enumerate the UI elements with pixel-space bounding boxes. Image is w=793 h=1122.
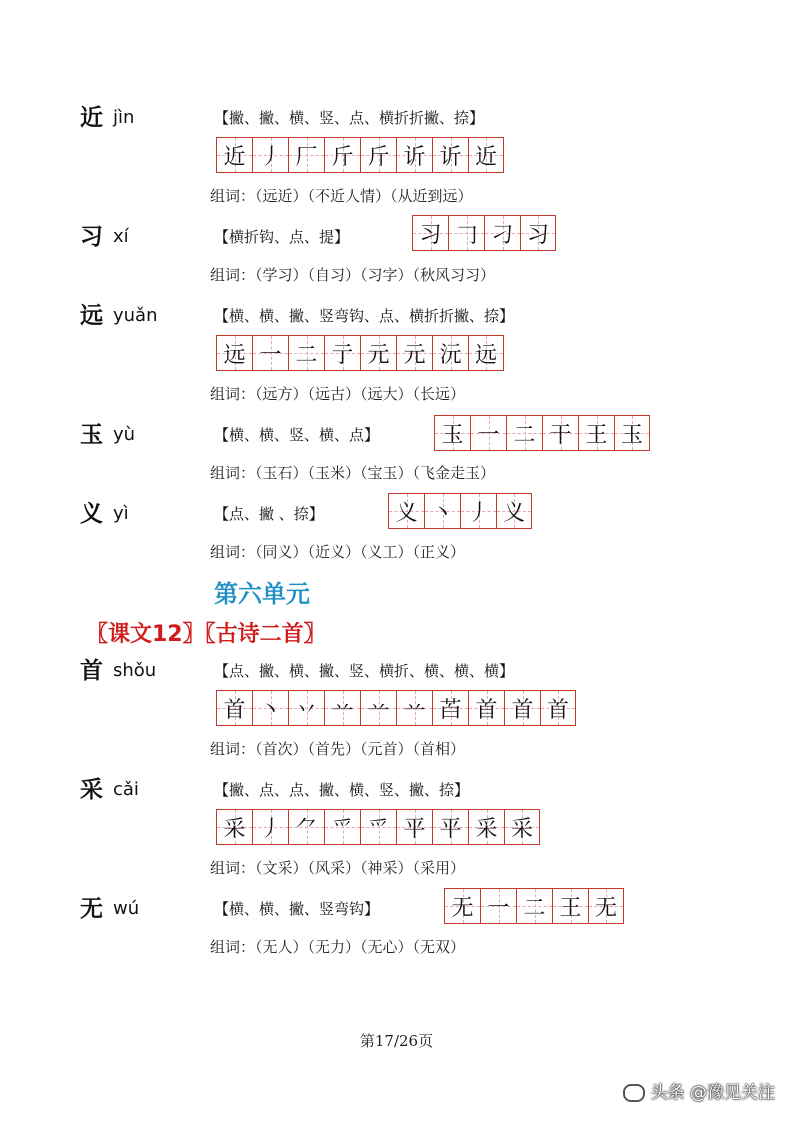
entry-char: 采 — [80, 776, 103, 803]
stroke-order: 【横、横、撇、竖弯钩、点、横折折撇、捺】 — [214, 307, 515, 325]
stroke-grid — [216, 137, 504, 173]
grid-cell: 玉 — [434, 415, 470, 451]
grid-cell: 二 — [516, 888, 552, 924]
stroke-order: 【点、撇 、捺】 — [214, 505, 324, 523]
entry-char: 首 — [80, 657, 103, 684]
entry-pinyin: yù — [113, 424, 136, 445]
entry-pinyin: shǒu — [113, 660, 157, 681]
grid-cell: 义 — [496, 493, 532, 529]
grid-cell: 爫 — [360, 809, 396, 845]
stroke-grid — [216, 809, 540, 845]
word-examples: 组词：（学习）（自习）（习字）（秋风习习） — [210, 266, 496, 284]
grid-cell: 䜣 — [432, 137, 468, 173]
grid-cell: 𠃌 — [448, 215, 484, 251]
entry-char: 义 — [80, 500, 103, 527]
grid-cell: 䒑 — [396, 690, 432, 726]
stroke-grid — [216, 690, 576, 726]
grid-cell: 二 — [506, 415, 542, 451]
grid-cell: 丷 — [288, 690, 324, 726]
grid-cell: 近 — [216, 137, 252, 173]
grid-cell: 干 — [542, 415, 578, 451]
grid-cell: 厂 — [288, 137, 324, 173]
grid-cell: 无 — [588, 888, 624, 924]
stroke-grid — [444, 888, 624, 924]
grid-cell: 首 — [216, 690, 252, 726]
grid-cell: 苩 — [432, 690, 468, 726]
entry-pinyin: wú — [113, 898, 140, 919]
grid-cell: 刁 — [484, 215, 520, 251]
grid-cell: 远 — [216, 335, 252, 371]
grid-cell: 玉 — [614, 415, 650, 451]
grid-cell: 丶 — [424, 493, 460, 529]
grid-cell: 首 — [504, 690, 540, 726]
word-examples: 组词：（远方）（远古）（远大）（长远） — [210, 385, 466, 403]
grid-cell: 义 — [388, 493, 424, 529]
lesson-title: 〖课文12〗〖古诗二首〗 — [86, 622, 326, 647]
word-examples: 组词：（无人）（无力）（无心）（无双） — [210, 938, 466, 956]
grid-cell: 习 — [412, 215, 448, 251]
grid-cell: 采 — [468, 809, 504, 845]
entry-char: 近 — [80, 104, 103, 131]
entry-char: 习 — [80, 223, 103, 250]
grid-cell: 采 — [504, 809, 540, 845]
entry-char: 玉 — [80, 421, 103, 448]
grid-cell: 一 — [252, 335, 288, 371]
word-examples: 组词：（同义）（近义）（义工）（正义） — [210, 543, 466, 561]
grid-cell: 沅 — [432, 335, 468, 371]
toutiao-logo-icon — [623, 1084, 645, 1102]
entry-pinyin: cǎi — [113, 779, 139, 800]
watermark — [623, 1078, 775, 1103]
grid-cell: 二 — [288, 335, 324, 371]
stroke-order: 【撇、点、点、撇、横、竖、撇、捺】 — [214, 781, 470, 799]
grid-cell: 无 — [444, 888, 480, 924]
word-examples: 组词：（玉石）（玉米）（宝玉）（飞金走玉） — [210, 464, 496, 482]
entry-pinyin: jìn — [113, 107, 135, 128]
grid-cell: 采 — [216, 809, 252, 845]
stroke-order: 【撇、撇、横、竖、点、横折折撇、捺】 — [214, 109, 485, 127]
stroke-grid — [412, 215, 556, 251]
grid-cell: 近 — [468, 137, 504, 173]
grid-cell: ⺈ — [288, 809, 324, 845]
grid-cell: 首 — [468, 690, 504, 726]
grid-cell: 王 — [578, 415, 614, 451]
grid-cell: 王 — [552, 888, 588, 924]
word-examples: 组词：（远近）（不近人情）（从近到远） — [210, 187, 473, 205]
grid-cell: 斤 — [324, 137, 360, 173]
word-examples: 组词：（文采）（风采）（神采）（采用） — [210, 859, 466, 877]
grid-cell: 一 — [480, 888, 516, 924]
entry-pinyin: yì — [113, 503, 129, 524]
grid-cell: 平 — [396, 809, 432, 845]
stroke-grid — [388, 493, 532, 529]
grid-cell: 元 — [396, 335, 432, 371]
entry-pinyin: xí — [113, 226, 129, 247]
grid-cell: 䜣 — [396, 137, 432, 173]
stroke-grid — [216, 335, 504, 371]
entry-char: 远 — [80, 302, 103, 329]
grid-cell: 爫 — [324, 809, 360, 845]
entry-char: 无 — [80, 895, 103, 922]
stroke-order: 【横、横、撇、竖弯钩】 — [214, 900, 380, 918]
grid-cell: 一 — [470, 415, 506, 451]
grid-cell: 远 — [468, 335, 504, 371]
grid-cell: 丶 — [252, 690, 288, 726]
grid-cell: 元 — [360, 335, 396, 371]
grid-cell: 丿 — [252, 809, 288, 845]
grid-cell: 丿 — [252, 137, 288, 173]
grid-cell: 䒑 — [360, 690, 396, 726]
grid-cell: 首 — [540, 690, 576, 726]
stroke-grid — [434, 415, 650, 451]
grid-cell: 亍 — [324, 335, 360, 371]
grid-cell: 丿 — [460, 493, 496, 529]
grid-cell: 习 — [520, 215, 556, 251]
stroke-order: 【横、横、竖、横、点】 — [214, 426, 380, 444]
word-examples: 组词：（首次）（首先）（元首）（首相） — [210, 740, 466, 758]
page-number: 第17/26页 — [359, 1032, 434, 1050]
stroke-order: 【点、撇、横、撇、竖、横折、横、横、横】 — [214, 662, 515, 680]
stroke-order: 【横折钩、点、提】 — [214, 228, 350, 246]
grid-cell: 斤 — [360, 137, 396, 173]
grid-cell: 平 — [432, 809, 468, 845]
grid-cell: 䒑 — [324, 690, 360, 726]
unit-title: 第六单元 — [214, 580, 310, 608]
watermark-text: 头条 @豫见关注 — [650, 1083, 775, 1103]
entry-pinyin: yuǎn — [113, 305, 158, 326]
